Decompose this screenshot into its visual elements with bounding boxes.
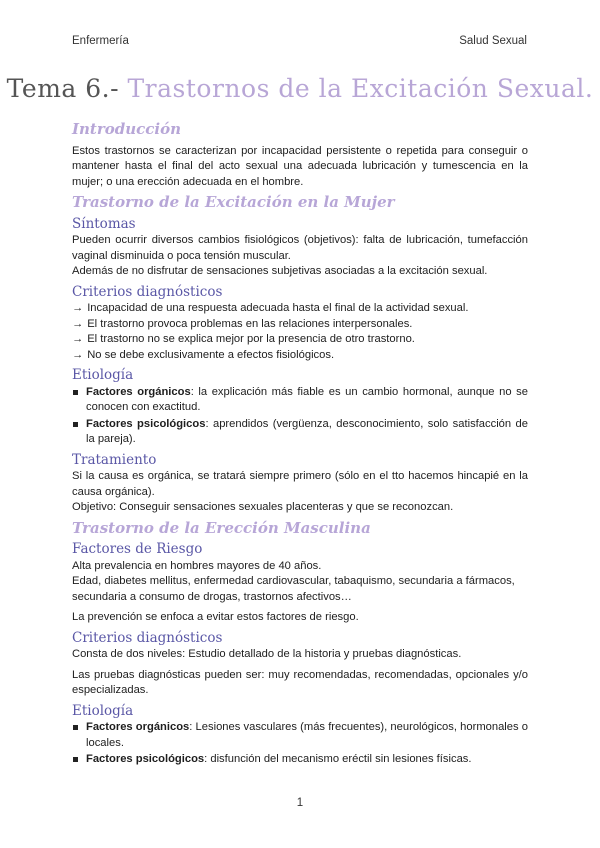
etiologia-mujer-list xyxy=(72,385,528,448)
intro-text: Estos trastornos se caracterizan por incapacidad persistente o repetida para conseguir o mantener hasta el final del acto sexual una adecuada lubricación y tumescencia en la mujer; o una erección adecuada en el hombre. xyxy=(72,144,528,188)
arrow-icon: → xyxy=(72,333,84,345)
tratamiento-line: Objetivo: Conseguir sensaciones sexuales placenteras y que se reconozcan. xyxy=(72,501,454,513)
header-right: Salud Sexual xyxy=(459,35,527,47)
tratamiento-line: Si la causa es orgánica, se tratará siempre primero (sólo en el tto hacemos hincapié en la causa orgánica). xyxy=(72,470,528,498)
bullet-square-icon xyxy=(73,422,78,427)
criterios-mujer-heading: Criterios diagnósticos xyxy=(72,283,223,300)
factores-line: Alta prevalencia en hombres mayores de 40 años. xyxy=(72,559,322,572)
sintomas-line: Pueden ocurrir diversos cambios fisiológicos (objetivos): falta de lubricación, tumefacción vaginal disminuida o poca tensión muscular. xyxy=(72,234,528,262)
arrow-icon: → xyxy=(72,317,84,330)
title-text: Trastornos de la Excitación Sexual. xyxy=(119,74,594,103)
factores-line: La prevención se enfoca a evitar estos factores de riesgo. xyxy=(72,611,359,623)
tratamiento-heading: Tratamiento xyxy=(72,451,157,468)
sintomas-heading: Síntomas xyxy=(72,215,136,232)
page-number: 1 xyxy=(296,797,304,809)
criterios-hombre-heading: Criterios diagnósticos xyxy=(72,629,223,646)
list-item: Factores orgánicos: Lesiones vasculares (más frecuentes), neurológicos, hormonales o locales. xyxy=(72,720,528,751)
etiologia-hombre-list xyxy=(72,720,528,768)
etiologia-hombre-heading: Etiología xyxy=(72,702,134,719)
page-title xyxy=(0,74,600,103)
criterio-item: → El trastorno provoca problemas en las relaciones interpersonales. xyxy=(72,317,413,330)
list-item: Factores orgánicos: la explicación más fiable es un cambio hormonal, aunque no se conocen con exactitud. xyxy=(72,385,528,416)
bullet-square-icon xyxy=(73,725,78,730)
bullet-square-icon xyxy=(73,757,78,762)
sintomas-line: Además de no disfrutar de sensaciones subjetivas asociadas a la excitación sexual. xyxy=(72,265,488,277)
list-item: Factores psicológicos: aprendidos (vergüenza, desconocimiento, solo satisfacción de la pareja). xyxy=(72,417,528,448)
document-body xyxy=(72,118,528,769)
arrow-icon: → xyxy=(72,348,84,361)
etiologia-mujer-heading: Etiología xyxy=(72,367,134,383)
intro-heading: Introducción xyxy=(72,120,182,138)
criterios-hombre-line: Las pruebas diagnósticas pueden ser: muy recomendadas, recomendadas, opcionales y/o especializadas. xyxy=(72,668,528,696)
arrow-icon: → xyxy=(72,302,84,314)
list-item: Factores psicológicos: disfunción del mecanismo eréctil sin lesiones físicas. xyxy=(72,752,528,768)
hombre-heading: Trastorno de la Erección Masculina xyxy=(72,518,371,537)
factores-heading: Factores de Riesgo xyxy=(72,541,203,557)
criterios-hombre-line: Consta de dos niveles: Estudio detallado de la historia y pruebas diagnósticas. xyxy=(72,648,462,660)
criterio-item: → Incapacidad de una respuesta adecuada hasta el final de la actividad sexual. xyxy=(72,302,469,314)
title-number: Tema 6.- xyxy=(6,74,120,103)
factores-line: Edad, diabetes mellitus, enfermedad cardiovascular, tabaquismo, secundaria a fármacos, secundaria a consumo de drogas, trastornos afectivos… xyxy=(72,575,515,603)
bullet-square-icon xyxy=(73,390,78,395)
header-left: Enfermería xyxy=(72,35,129,47)
mujer-heading: Trastorno de la Excitación en la Mujer xyxy=(72,193,395,211)
criterio-item: → No se debe exclusivamente a efectos fisiológicos. xyxy=(72,348,335,361)
criterio-item: → El trastorno no se explica mejor por la presencia de otro trastorno. xyxy=(72,333,415,345)
